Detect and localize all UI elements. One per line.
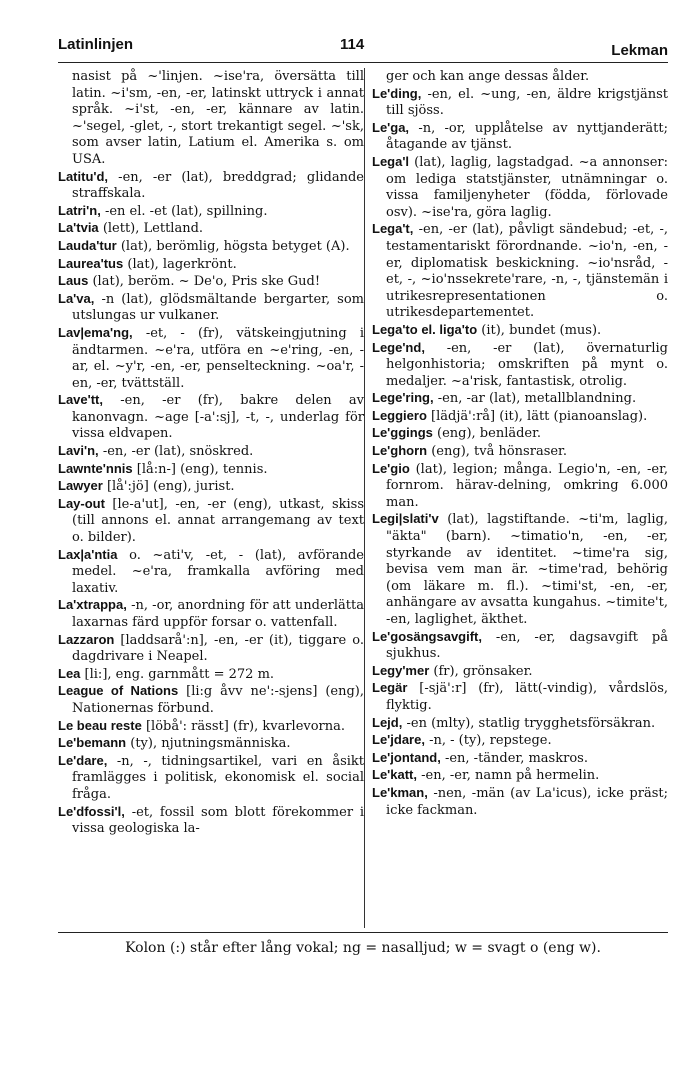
entry-headword: Lav|ema'ng, bbox=[58, 324, 133, 340]
dictionary-entry bbox=[58, 273, 364, 291]
column-divider bbox=[364, 68, 365, 928]
entry-definition: [lå:n-] (eng), tennis. bbox=[136, 461, 268, 477]
entry-headword: La'xtrappa, bbox=[58, 597, 127, 613]
entry-definition: -en, -er (lat), påvligt sändebud; -et, -, testamentariskt förordnande. ~io'n, -en, -er, diplomatisk beskickning. ~io'nsråd, -et, -, ~io'nssekrete'rare, -n, -, tjänstemän i utrikesrepresentationen o. utrikesdepartementet. bbox=[386, 222, 669, 321]
entry-definition: (lat), legion; många. Legio'n, -en, -er, fornrom. härav-delning, omkring 6.000 man. bbox=[386, 461, 668, 510]
dictionary-entry bbox=[372, 715, 668, 733]
entry-definition: (fr), grönsaker. bbox=[433, 663, 533, 679]
entry-definition: o. ~ati'v, -et, - (lat), avförande medel. ~e'ra, framkalla avföring med laxativ. bbox=[72, 547, 364, 596]
dictionary-entry bbox=[372, 68, 668, 86]
dictionary-entry bbox=[58, 804, 364, 838]
entry-headword: Lea bbox=[58, 665, 81, 681]
entry-headword: Lejd, bbox=[372, 714, 403, 730]
dictionary-entry bbox=[372, 732, 668, 750]
entry-headword: Lega'l bbox=[372, 153, 410, 169]
entry-definition: -en, el. ~ung, -en, äldre krigstjänst till sjöss. bbox=[386, 86, 668, 119]
entry-definition: (lat), beröm. ~ De'o, Pris ske Gud! bbox=[92, 274, 321, 290]
right-column bbox=[372, 68, 668, 819]
pronunciation-footnote: Kolon (:) står efter lång vokal; ng = nasalljud; w = svagt o (eng w). bbox=[125, 940, 601, 956]
entry-definition: -en, -ar (lat), metallblandning. bbox=[437, 391, 637, 407]
dictionary-entry bbox=[372, 680, 668, 714]
entry-definition: -n (lat), glödsmältande bergarter, som utslungas ur vulkaner. bbox=[72, 291, 365, 324]
dictionary-entry bbox=[372, 221, 668, 322]
entry-headword: Le'dfossi'l, bbox=[58, 803, 125, 819]
entry-definition: -et, fossil som blott förekommer i vissa geologiska la- bbox=[72, 804, 364, 837]
dictionary-entry bbox=[372, 461, 668, 512]
dictionary-entry bbox=[58, 597, 364, 631]
entry-headword: La'va, bbox=[58, 290, 95, 306]
footer-rule bbox=[58, 932, 668, 933]
dictionary-entry bbox=[372, 663, 668, 681]
entry-headword: Laus bbox=[58, 273, 89, 289]
entry-headword: Le'jontand, bbox=[372, 749, 441, 765]
entry-headword: Lavi'n, bbox=[58, 443, 99, 459]
entry-definition: (it), bundet (mus). bbox=[481, 322, 602, 338]
entry-headword: Lege'nd, bbox=[372, 339, 425, 355]
entry-definition: -en, -er (lat), snöskred. bbox=[102, 444, 254, 460]
entry-headword: Laurea'tus bbox=[58, 255, 124, 271]
dictionary-entry bbox=[58, 203, 364, 221]
entry-headword: Le'gio bbox=[372, 460, 410, 476]
dictionary-entry bbox=[372, 86, 668, 120]
entry-definition: [lädjä':rå] (it), lätt (pianoanslag). bbox=[431, 408, 648, 424]
entry-definition: -n, -or, anordning för att underlätta laxarnas färd uppför forsar o. vattenfall. bbox=[72, 598, 364, 630]
entry-definition: -en, -er (fr), bakre delen av kanonvagn. ~age [-a':sj], -t, -, underlag för vissa eldvapen. bbox=[72, 393, 365, 442]
page-header bbox=[58, 30, 668, 64]
entry-headword: Lauda'tur bbox=[58, 237, 117, 253]
dictionary-entry bbox=[58, 478, 364, 496]
entry-headword: La'tvia bbox=[58, 220, 99, 236]
entry-definition: -en, -tänder, maskros. bbox=[444, 750, 588, 766]
entry-definition: -en (mlty), statlig trygghetsförsäkran. bbox=[406, 715, 656, 731]
entry-headword: Le beau reste bbox=[58, 717, 142, 733]
entry-headword: Le'ghorn bbox=[372, 443, 428, 459]
entry-definition: -en, -er, namn på hermelin. bbox=[421, 768, 600, 784]
entry-definition: [le-a'ut], -en, -er (eng), utkast, skiss (till annons el. annat arrangemang av text o. bilder). bbox=[72, 496, 364, 546]
entry-headword: Le'katt, bbox=[372, 767, 417, 783]
entry-headword: Le'jdare, bbox=[372, 732, 425, 748]
entry-headword: Le'ggings bbox=[372, 425, 433, 441]
entry-headword: Le'dare, bbox=[58, 752, 108, 768]
entry-definition: (eng), benläder. bbox=[437, 426, 542, 442]
entry-headword: Lave'tt, bbox=[58, 392, 103, 408]
dictionary-entry bbox=[58, 325, 364, 392]
entry-headword: League of Nations bbox=[58, 683, 179, 699]
entry-definition: -n, - (ty), repstege. bbox=[429, 733, 552, 749]
entry-headword: Lega'to el. liga'to bbox=[372, 321, 478, 337]
entry-headword: Legär bbox=[372, 680, 408, 696]
dictionary-entry bbox=[58, 547, 364, 598]
dictionary-entry bbox=[58, 291, 364, 325]
entry-definition: -en, -er (lat), övernaturlig helgonhistoria; omskriften på mynt o. medaljer. ~a'risk, fantastisk, otrolig. bbox=[386, 340, 668, 389]
dictionary-entry bbox=[372, 511, 668, 628]
dictionary-entry bbox=[58, 718, 364, 736]
entry-headword: Le'gosängsavgift, bbox=[372, 628, 482, 644]
entry-headword: Le'bemann bbox=[58, 735, 127, 751]
entry-definition: (ty), njutningsmänniska. bbox=[130, 736, 291, 752]
dictionary-entry bbox=[58, 632, 364, 666]
entry-definition: [lå':jö] (eng), jurist. bbox=[106, 479, 235, 495]
entry-headword: Latitu'd, bbox=[58, 168, 109, 184]
entry-definition: [löbå': rässt] (fr), kvarlevorna. bbox=[145, 718, 346, 734]
dictionary-entry bbox=[58, 461, 364, 479]
dictionary-entry bbox=[58, 753, 364, 804]
entry-headword: Lax|a'ntia bbox=[58, 546, 118, 562]
entry-headword: Le'kman, bbox=[372, 784, 428, 800]
dictionary-entry bbox=[372, 629, 668, 663]
dictionary-entry bbox=[372, 408, 668, 426]
dictionary-entry bbox=[372, 340, 668, 391]
dictionary-entry bbox=[372, 390, 668, 408]
entry-definition: (lat), lagerkrönt. bbox=[127, 256, 237, 272]
dictionary-entry bbox=[58, 238, 364, 256]
dictionary-entry bbox=[372, 120, 668, 154]
dictionary-entry bbox=[372, 443, 668, 461]
entry-headword: Leggiero bbox=[372, 407, 427, 423]
entry-headword: Lege'ring, bbox=[372, 390, 434, 406]
page-number: 114 bbox=[340, 36, 365, 53]
entry-headword: Latri'n, bbox=[58, 202, 101, 218]
entry-headword: Lazzaron bbox=[58, 631, 115, 647]
entry-definition: (lat), berömlig, högsta betyget (A). bbox=[120, 238, 350, 254]
entry-headword: Legi|slati'v bbox=[372, 511, 439, 527]
entry-definition: -et, - (fr), vätskeingjutning i ändtarmen. ~e'ra, utföra en ~e'ring, -en, -ar, el. ~y'r, -en, -er, penselteckning. ~oa'r, -en, -er, tvättställ. bbox=[72, 325, 364, 391]
entry-definition: ger och kan ange dessas ålder. bbox=[386, 69, 590, 84]
entry-headword: Le'ga, bbox=[372, 119, 410, 135]
entry-definition: (lat), laglig, lagstadgad. ~a annonser: om lediga statstjänster, utnämningar o. vissa familjenyheter (födda, förlovade osv). ~ise'ra, göra laglig. bbox=[386, 154, 668, 220]
left-column bbox=[58, 68, 364, 838]
dictionary-entry bbox=[372, 785, 668, 819]
dictionary-entry bbox=[58, 683, 364, 717]
dictionary-entry bbox=[58, 666, 364, 684]
dictionary-entry bbox=[372, 767, 668, 785]
entry-definition: [li:], eng. garnmått = 272 m. bbox=[84, 666, 275, 682]
dictionary-entry bbox=[58, 496, 364, 547]
entry-definition: -n, -or, upplåtelse av nyttjanderätt; åtagande av tjänst. bbox=[386, 120, 668, 153]
entry-definition: nasist på ~'linjen. ~ise'ra, översätta till latin. ~i'sm, -en, -er, latinskt uttryck i annat språk. ~i'st, -en, -er, kännare av latin. ~'segel, -glet, -, stort trekantigt segel. ~'sk, som avser latin, Latium el. Amerika s. om USA. bbox=[72, 69, 364, 167]
entry-definition: [laddsarå':n], -en, -er (it), tiggare o. dagdrivare i Neapel. bbox=[72, 632, 364, 665]
entry-headword: Lay-out bbox=[58, 495, 105, 511]
entry-definition: (lat), lagstiftande. ~ti'm, laglig, "äkta" (barn). ~timatio'n, -en, -er, styrkande av identitet. ~time'ra sig, bevisa vem man är. ~time'rad, behörig (om läkare m. fl.). ~timi'st, -en, -er, anhängare av avsatta kungahus. ~timite't, -en, laglighet, äkthet. bbox=[386, 512, 668, 627]
entry-headword: Legy'mer bbox=[372, 662, 430, 678]
dictionary-entry bbox=[372, 154, 668, 221]
dictionary-entry bbox=[58, 392, 364, 443]
entry-definition: (lett), Lettland. bbox=[102, 221, 204, 237]
entry-headword: Lega't, bbox=[372, 221, 414, 237]
dictionary-entry bbox=[58, 735, 364, 753]
header-rule bbox=[58, 62, 668, 63]
dictionary-entry bbox=[58, 68, 364, 169]
dictionary-entry bbox=[58, 256, 364, 274]
dictionary-entry bbox=[372, 750, 668, 768]
header-left-guideword: Latinlinjen bbox=[58, 36, 133, 53]
entry-definition: [li:g åvv ne':-sjens] (eng), Nationernas förbund. bbox=[72, 684, 364, 716]
dictionary-entry bbox=[58, 443, 364, 461]
entry-definition: -en, -er (lat), breddgrad; glidande straffskala. bbox=[72, 169, 364, 202]
entry-headword: Le'ding, bbox=[372, 85, 422, 101]
dictionary-entry bbox=[372, 322, 668, 340]
dictionary-entry bbox=[58, 169, 364, 203]
entry-definition: (eng), två hönsraser. bbox=[431, 444, 567, 460]
entry-definition: -en, -er, dagsavgift på sjukhus. bbox=[386, 629, 668, 662]
entry-definition: -en el. -et (lat), spillning. bbox=[104, 203, 268, 219]
dictionary-entry bbox=[372, 425, 668, 443]
entry-definition: -nen, -män (av La'icus), icke präst; icke fackman. bbox=[386, 785, 668, 818]
header-right-guideword: Lekman bbox=[611, 42, 668, 59]
entry-headword: Lawnte'nnis bbox=[58, 460, 133, 476]
entry-definition: [-sjä':r] (fr), lätt(-vindig), vårdslös, flyktig. bbox=[386, 681, 668, 713]
entry-headword: Lawyer bbox=[58, 478, 103, 494]
dictionary-entry bbox=[58, 220, 364, 238]
entry-definition: -n, -, tidningsartikel, vari en åsikt framlägges i politisk, ekonomisk el. social fråga. bbox=[72, 753, 365, 802]
